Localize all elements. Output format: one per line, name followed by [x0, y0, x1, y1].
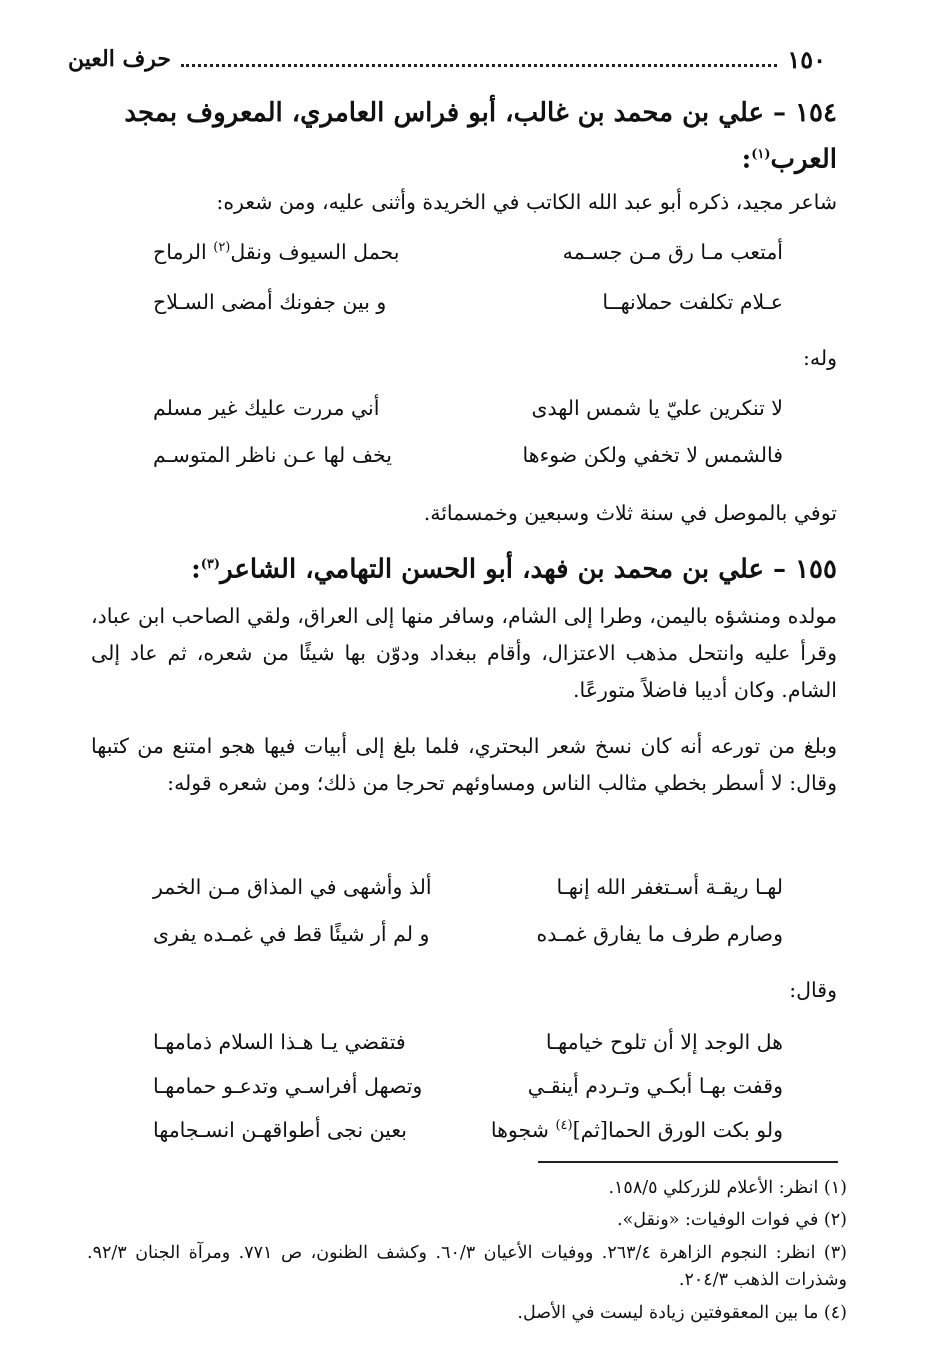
hemistich-left: و بين جفونك أمضى السـلاح [153, 290, 387, 314]
waqal-label: وقال: [789, 978, 837, 1002]
hemistich-right: فالشمس لا تخفي ولكن ضوءها [522, 443, 783, 467]
footnote-ref-2: (٢) [213, 240, 231, 256]
entry-155-paragraph-2: وبلغ من تورعه أنه كان نسخ شعر البحتري، فلما بلغ إلى أبيات فيها هجو امتنع من كتبها وقال: لا أسطر بخطي مثالب الناس ومساوئهم تحرجا من ذلك؛ ومن شعره قوله: [91, 734, 837, 795]
hemistich-right: وصارم طرف ما يفارق غمـده [536, 922, 783, 946]
poem1-line2 [153, 290, 783, 314]
running-header [68, 42, 826, 76]
hemistich-left-text: بحمل السيوف ونقل [230, 240, 400, 264]
hemistich-left-end: الرماح [153, 240, 214, 264]
footnote-4: (٤) ما بين المعقوفتين زيادة ليست في الأصل. [517, 1303, 847, 1323]
hemistich-right: عـلام تكلفت حملانهــا [602, 290, 783, 314]
poem4-line3 [153, 1118, 783, 1142]
footnote-2: (٢) في فوات الوفيات: «ونقل». [617, 1210, 847, 1230]
footnote-ref-3: (٣) [200, 557, 221, 572]
poem1-line1 [153, 240, 783, 264]
hemistich-right: وقفت بهـا أبكـي وتـردم أينقـي [527, 1074, 783, 1098]
entry-155-heading-text: ١٥٥ – علي بن محمد بن فهد، أبو الحسن التهامي، الشاعر [220, 554, 837, 585]
footnote-3: (٣) انظر: النجوم الزاهرة ٢٦٣/٤. ووفيات الأعيان ٦٠/٣. وكشف الظنون، ص ٧٧١. ومرآة الجنان ٩٢/٣. وشذرات الذهب ٢٠٤/٣. [87, 1243, 847, 1290]
poem2-line1 [153, 396, 783, 420]
page-number: ١٥٠ [787, 44, 826, 74]
poem4-line2 [153, 1074, 783, 1098]
hemistich-left: يخف لها عـن ناظر المتوسـم [153, 443, 392, 467]
hemistich-right: أمتعب مـا رق مـن جسـمه [562, 240, 783, 264]
entry-154-intro: شاعر مجيد، ذكره أبو عبد الله الكاتب في الخريدة وأثنى عليه، ومن شعره: [216, 190, 837, 214]
hemistich-left: أني مررت عليك غير مسلم [153, 396, 380, 420]
entry-155-heading-end: : [191, 554, 201, 585]
entry-155-paragraph-1: مولده ومنشؤه باليمن، وطرا إلى الشام، وسافر منها إلى العراق، ولقي الصاحب ابن عباد، وقرأ عليه وانتحل مذهب الاعتزال، وأقام ببغداد ودوّن بها شيئًا من شعره، ثم عاد إلى الشام. وكان أديبا فاضلاً متورعًا. [91, 604, 837, 702]
footnote-ref-4: (٤) [555, 1118, 573, 1134]
footnote-separator [538, 1161, 838, 1163]
editorial-bracket: [ثم] [572, 1118, 608, 1142]
hemistich-right-text: ولو بكت الورق الحما [607, 1118, 783, 1142]
hemistich-left: وتصهل أفراسـي وتدعـو حمامهـا [153, 1074, 423, 1098]
entry-154-heading-end: : [741, 144, 752, 175]
entry-154-death: توفي بالموصل في سنة ثلاث وسبعين وخمسمائة. [423, 501, 837, 525]
hemistich-left: فتقضي يـا هـذا السلام ذمامهـا [153, 1030, 406, 1054]
hemistich-right-end: شجوها [490, 1118, 556, 1142]
poem4-line1 [153, 1030, 783, 1054]
hemistich-right: لهـا ريقـة أسـتغفر الله إنهـا [556, 875, 783, 899]
walahu-label: وله: [802, 346, 837, 370]
footnote-1: (١) انظر: الأعلام للزركلي ١٥٨/٥. [608, 1178, 847, 1198]
hemistich-right: لا تنكرين عليّ يا شمس الهدى [531, 396, 783, 420]
footnote-ref-1: (١) [751, 147, 771, 162]
hemistich-left: بعين نجى أطواقهـن انسـجامها [153, 1118, 407, 1142]
chapter-title: حرف العين [68, 46, 172, 72]
entry-155-heading [77, 544, 837, 591]
poem3-line2 [153, 922, 783, 946]
poem2-line2 [153, 443, 783, 467]
hemistich-right: هل الوجد إلا أن تلوح خيامهـا [545, 1030, 783, 1054]
hemistich-left: و لم أر شيئًا قط في غمـده يفرى [153, 922, 430, 946]
hemistich-right [491, 1118, 783, 1142]
header-dot-leader [181, 64, 777, 67]
entry-154-heading-text: ١٥٤ – علي بن محمد بن غالب، أبو فراس العامري، المعروف بمجد العرب [124, 98, 837, 175]
poem3-line1 [153, 875, 783, 899]
entry-154-heading [77, 92, 837, 181]
hemistich-left [153, 240, 399, 264]
hemistich-left: ألذ وأشهى في المذاق مـن الخمر [153, 875, 432, 899]
